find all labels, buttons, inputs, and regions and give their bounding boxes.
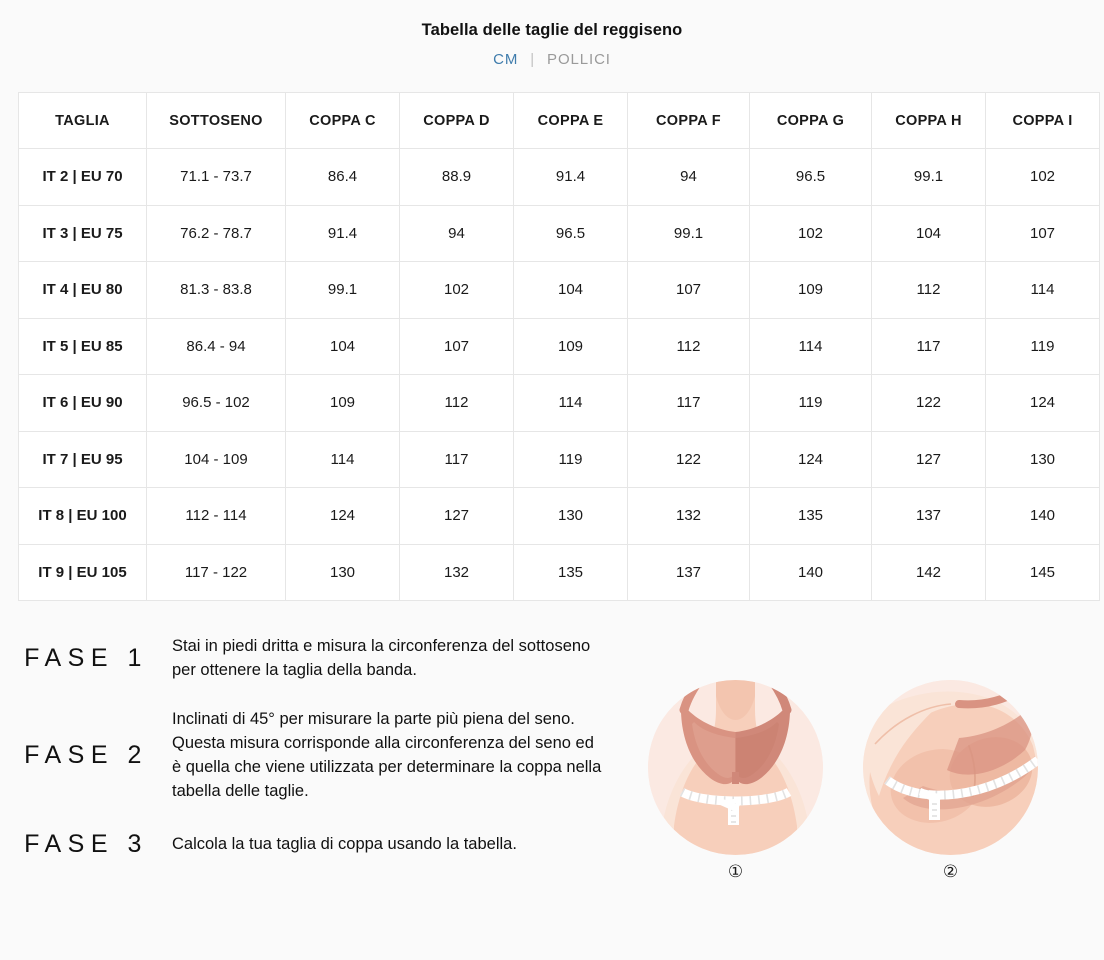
cell-cup-g: 102 <box>750 205 872 262</box>
illustration-2-block <box>863 680 1038 880</box>
cell-size: IT 5 | EU 85 <box>19 318 147 375</box>
column-header-coppa-i: COPPA I <box>986 93 1100 149</box>
step-2 <box>0 707 640 804</box>
cell-band: 117 - 122 <box>147 544 286 601</box>
cell-cup-d: 117 <box>400 431 514 488</box>
bra-size-table <box>18 92 1100 601</box>
table-row <box>19 318 1100 375</box>
table-row <box>19 544 1100 601</box>
cell-cup-h: 104 <box>872 205 986 262</box>
measurement-steps <box>0 622 640 865</box>
cell-band: 104 - 109 <box>147 431 286 488</box>
cell-cup-f: 112 <box>628 318 750 375</box>
step-1 <box>0 634 640 683</box>
unit-toggle <box>0 51 1104 68</box>
step-3-text: Calcola la tua taglia di coppa usando la tabella. <box>172 834 517 853</box>
cell-size: IT 4 | EU 80 <box>19 262 147 319</box>
page-title: Tabella delle taglie del reggiseno <box>421 21 683 39</box>
cell-cup-g: 119 <box>750 375 872 432</box>
column-header-coppa-c: COPPA C <box>286 93 400 149</box>
table-row <box>19 149 1100 206</box>
cell-cup-i: 124 <box>986 375 1100 432</box>
cell-size: IT 9 | EU 105 <box>19 544 147 601</box>
cell-cup-g: 109 <box>750 262 872 319</box>
cell-cup-d: 127 <box>400 488 514 545</box>
cell-band: 112 - 114 <box>147 488 286 545</box>
cell-cup-c: 130 <box>286 544 400 601</box>
illustration-1-caption: ① <box>727 862 744 881</box>
cell-cup-f: 122 <box>628 431 750 488</box>
cell-cup-c: 99.1 <box>286 262 400 319</box>
cell-cup-i: 107 <box>986 205 1100 262</box>
cell-cup-h: 142 <box>872 544 986 601</box>
cell-cup-c: 109 <box>286 375 400 432</box>
table-body <box>19 149 1100 601</box>
column-header-taglia: TAGLIA <box>19 93 147 149</box>
table-row <box>19 375 1100 432</box>
unit-toggle-inches[interactable]: POLLICI <box>547 51 611 68</box>
cell-cup-c: 91.4 <box>286 205 400 262</box>
cell-cup-e: 96.5 <box>514 205 628 262</box>
column-header-coppa-h: COPPA H <box>872 93 986 149</box>
cell-cup-i: 145 <box>986 544 1100 601</box>
step-1-text: Stai in piedi dritta e misura la circonferenza del sottoseno per ottenere la taglia della banda. <box>172 637 591 680</box>
step-3-label: FASE 3 <box>24 829 148 858</box>
cell-cup-h: 117 <box>872 318 986 375</box>
cell-size: IT 2 | EU 70 <box>19 149 147 206</box>
table-row <box>19 488 1100 545</box>
cell-cup-g: 124 <box>750 431 872 488</box>
illustration-1-block <box>648 680 823 880</box>
cell-cup-d: 112 <box>400 375 514 432</box>
column-header-coppa-d: COPPA D <box>400 93 514 149</box>
column-header-coppa-f: COPPA F <box>628 93 750 149</box>
table-row <box>19 431 1100 488</box>
cell-cup-e: 104 <box>514 262 628 319</box>
cell-band: 96.5 - 102 <box>147 375 286 432</box>
cell-cup-f: 107 <box>628 262 750 319</box>
cell-cup-i: 130 <box>986 431 1100 488</box>
cell-cup-i: 119 <box>986 318 1100 375</box>
cell-cup-d: 94 <box>400 205 514 262</box>
cell-cup-d: 107 <box>400 318 514 375</box>
cell-cup-f: 99.1 <box>628 205 750 262</box>
step-1-label: FASE 1 <box>24 643 148 672</box>
cell-band: 71.1 - 73.7 <box>147 149 286 206</box>
cell-cup-e: 119 <box>514 431 628 488</box>
cell-cup-e: 130 <box>514 488 628 545</box>
cell-cup-c: 124 <box>286 488 400 545</box>
column-header-coppa-e: COPPA E <box>514 93 628 149</box>
cell-cup-h: 137 <box>872 488 986 545</box>
cell-cup-e: 91.4 <box>514 149 628 206</box>
front-view-underbust-measurement-icon <box>648 680 823 855</box>
table-header-row <box>19 93 1100 149</box>
cell-cup-c: 114 <box>286 431 400 488</box>
cell-cup-g: 135 <box>750 488 872 545</box>
cell-cup-d: 132 <box>400 544 514 601</box>
cell-cup-i: 140 <box>986 488 1100 545</box>
cell-cup-h: 127 <box>872 431 986 488</box>
table-header <box>19 93 1100 149</box>
cell-cup-i: 114 <box>986 262 1100 319</box>
table-row <box>19 205 1100 262</box>
cell-cup-d: 102 <box>400 262 514 319</box>
table-row <box>19 262 1100 319</box>
cell-cup-f: 137 <box>628 544 750 601</box>
illustration-2-caption: ② <box>942 862 959 881</box>
cell-cup-c: 86.4 <box>286 149 400 206</box>
cell-cup-f: 94 <box>628 149 750 206</box>
cell-cup-f: 132 <box>628 488 750 545</box>
bent-over-bust-measurement-icon <box>863 680 1038 855</box>
step-2-text: Inclinati di 45° per misurare la parte più piena del seno. Questa misura corrisponde alla circonferenza del seno ed è quella che viene utilizzata per determinare la coppa nella tabella delle taglie. <box>172 709 602 801</box>
cell-band: 76.2 - 78.7 <box>147 205 286 262</box>
cell-cup-h: 99.1 <box>872 149 986 206</box>
cell-cup-c: 104 <box>286 318 400 375</box>
step-3 <box>0 830 640 859</box>
illustrations <box>648 680 1048 880</box>
cell-cup-g: 96.5 <box>750 149 872 206</box>
cell-band: 81.3 - 83.8 <box>147 262 286 319</box>
column-header-sottoseno: SOTTOSENO <box>147 93 286 149</box>
cell-cup-f: 117 <box>628 375 750 432</box>
column-header-coppa-g: COPPA G <box>750 93 872 149</box>
cell-cup-e: 114 <box>514 375 628 432</box>
step-2-label: FASE 2 <box>24 740 148 769</box>
cell-size: IT 6 | EU 90 <box>19 375 147 432</box>
cell-cup-e: 135 <box>514 544 628 601</box>
cell-cup-g: 140 <box>750 544 872 601</box>
cell-size: IT 8 | EU 100 <box>19 488 147 545</box>
cell-size: IT 7 | EU 95 <box>19 431 147 488</box>
cell-cup-g: 114 <box>750 318 872 375</box>
cell-band: 86.4 - 94 <box>147 318 286 375</box>
cell-size: IT 3 | EU 75 <box>19 205 147 262</box>
cell-cup-i: 102 <box>986 149 1100 206</box>
unit-toggle-cm[interactable]: CM <box>493 51 519 68</box>
cell-cup-h: 122 <box>872 375 986 432</box>
cell-cup-d: 88.9 <box>400 149 514 206</box>
size-table-container <box>18 92 1086 601</box>
cell-cup-h: 112 <box>872 262 986 319</box>
cell-cup-e: 109 <box>514 318 628 375</box>
unit-toggle-separator: | <box>530 51 536 68</box>
